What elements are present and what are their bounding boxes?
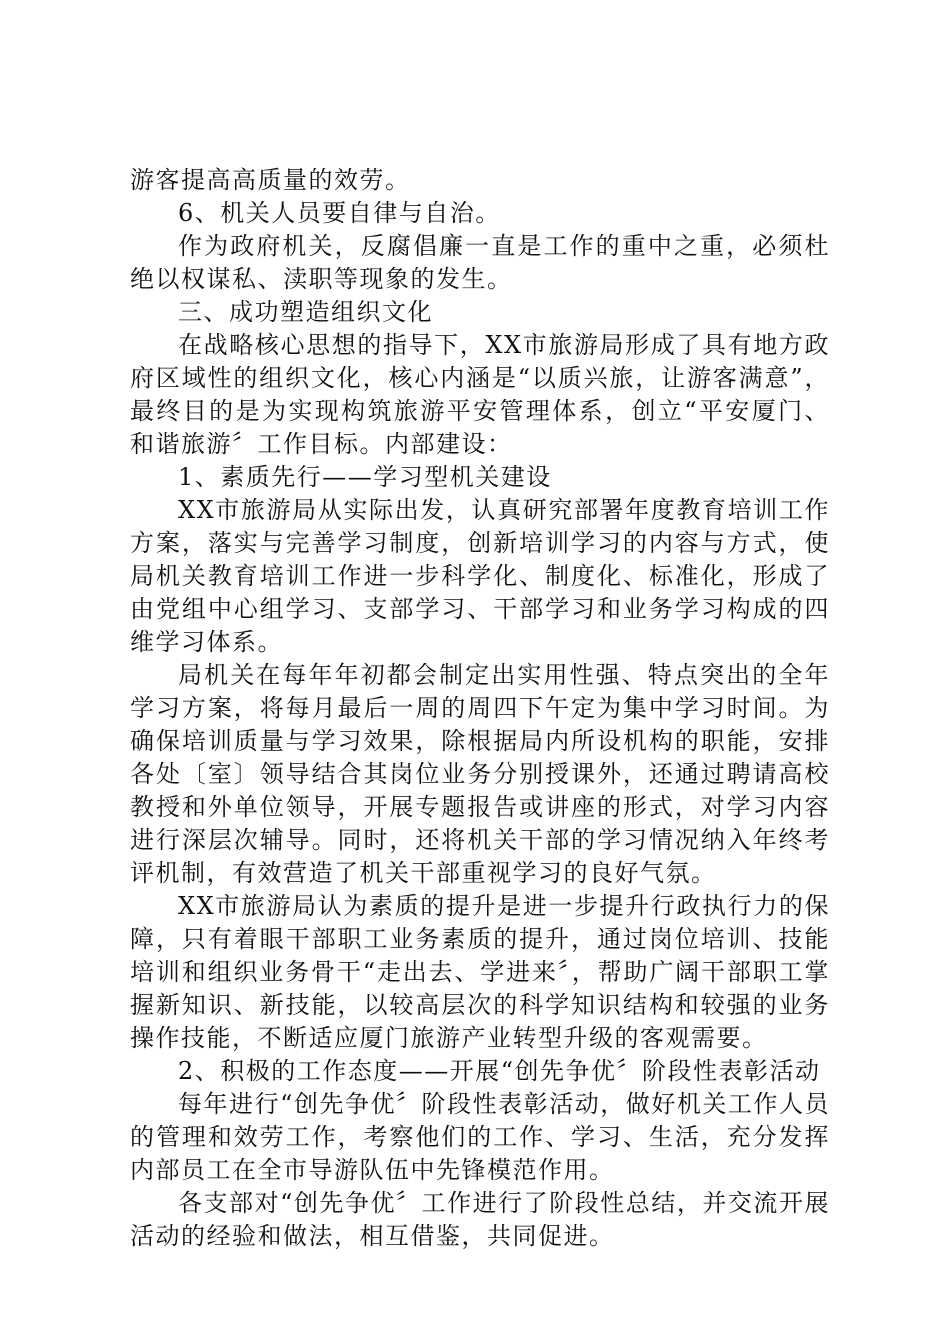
paragraph-summary: 各支部对“创先争优〞工作进行了阶段性总结，并交流开展活动的经验和做法，相互借鉴，共同促进。 <box>130 1189 830 1250</box>
section-heading-3: 三、成功塑造组织文化 <box>178 298 433 326</box>
subheading-1: 1、素质先行——学习型机关建设 <box>178 463 552 491</box>
paragraph-quality: XX市旅游局认为素质的提升是进一步提升行政执行力的保障，只有着眼干部职工业务素质的提升，通过岗位培训、技能培训和组织业务骨干“走出去、学进来〞，帮助广阔干部职工掌握新知识、新技能，以较高层次的科学知识结构和较强的业务操作技能，不断适应厦门旅游产业转型升级的客观需要。 <box>130 892 830 1052</box>
paragraph-training: XX市旅游局从实际出发，认真研究部署年度教育培训工作方案，落实与完善学习制度，创新培训学习的内容与方式，使局机关教育培训工作进一步科学化、制度化、标准化，形成了由党组中心组学习、支部学习、干部学习和业务学习构成的四维学习体系。 <box>130 496 830 656</box>
list-item-6: 6、机关人员要自律与自治。 <box>178 199 501 227</box>
paragraph-awards: 每年进行“创先争优〞阶段性表彰活动，做好机关工作人员的管理和效劳工作，考察他们的工作、学习、生活，充分发挥内部员工在全市导游队伍中先锋模范作用。 <box>130 1090 830 1184</box>
paragraph-anticorruption: 作为政府机关，反腐倡廉一直是工作的重中之重，必须杜绝以权谋私、渎职等现象的发生。 <box>130 232 830 293</box>
subheading-2: 2、积极的工作态度——开展“创先争优〞阶段性表彰活动 <box>178 1057 821 1085</box>
paragraph-study-plan: 局机关在每年年初都会制定出实用性强、特点突出的全年学习方案，将每月最后一周的周四下午定为集中学习时间。为确保培训质量与学习效果，除根据局内所设机构的职能，安排各处〔室〕领导结合其岗位业务分别授课外，还通过聘请高校教授和外单位领导，开展专题报告或讲座的形式，对学习内容进行深层次辅导。同时，还将机关干部的学习情况纳入年终考评机制，有效营造了机关干部重视学习的良好气氛。 <box>130 661 830 887</box>
paragraph-culture: 在战略核心思想的指导下，XX市旅游局形成了具有地方政府区域性的组织文化，核心内涵是“以质兴旅，让游客满意”，最终目的是为实现构筑旅游平安管理体系，创立“平安厦门、和谐旅游〞工作目标。内部建设： <box>130 331 830 458</box>
document-body <box>130 164 830 1253</box>
paragraph-continuation: 游客提高高质量的效劳。 <box>130 166 411 194</box>
